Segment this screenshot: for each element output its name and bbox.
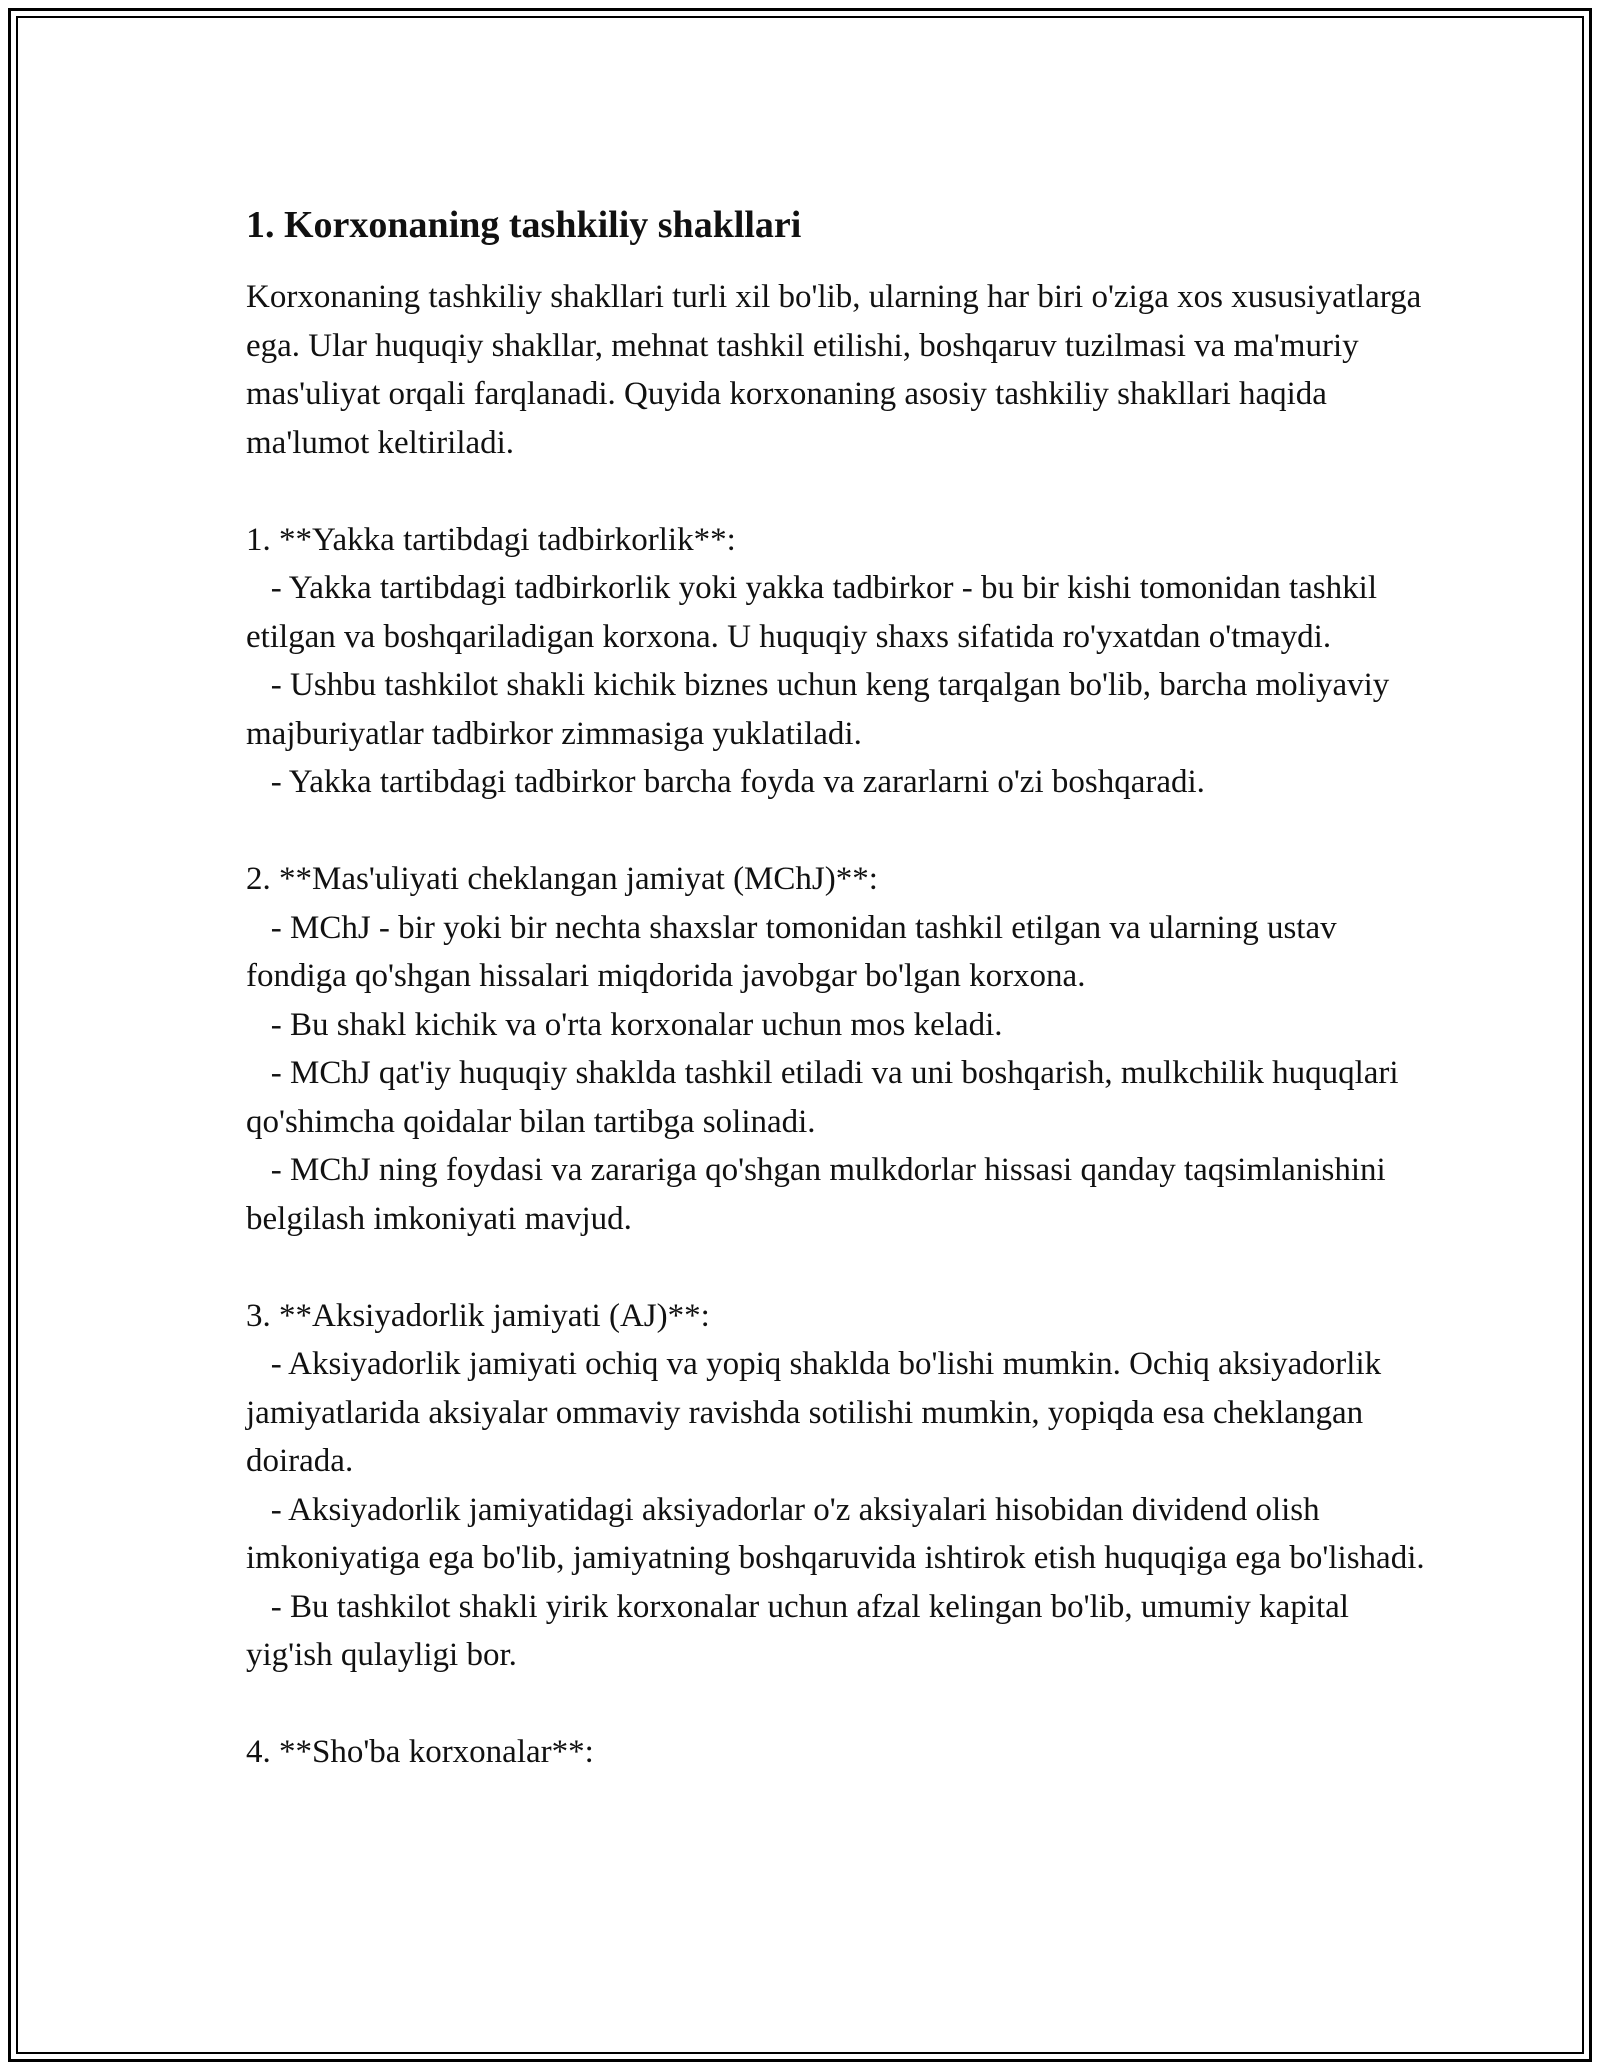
bullet-item: - MChJ qat'iy huquqiy shaklda tashkil etiladi va uni boshqarish, mulkchilik huquqlari qo'shimcha qoidalar bilan tartibga solinadi. — [246, 1055, 1407, 1140]
bullet-item: - Bu tashkilot shakli yirik korxonalar uchun afzal kelingan bo'lib, umumiy kapital yig'ish qulayligi bor. — [246, 1588, 1358, 1673]
bullet-item: - Ushbu tashkilot shakli kichik biznes uchun keng tarqalgan bo'lib, barcha moliyaviy majburiyatlar tadbirkor zimmasiga yuklatiladi. — [246, 667, 1398, 752]
page-frame — [8, 8, 1592, 2062]
blank-line — [246, 467, 1426, 516]
bullet-item: - Aksiyadorlik jamiyati ochiq va yopiq shaklda bo'lishi mumkin. Ochiq aksiyadorlik jamiyatlarida aksiyalar ommaviy ravishda sotilishi mumkin, yopiqda esa cheklangan doirada. — [246, 1346, 1390, 1479]
bullet-item: - Yakka tartibdagi tadbirkor barcha foyda va zararlarni o'zi boshqaradi. — [246, 764, 1205, 800]
blank-line — [246, 807, 1426, 856]
section-3 — [246, 1292, 1426, 1680]
bullet-item: - MChJ - bir yoki bir nechta shaxslar tomonidan tashkil etilgan va ularning ustav fondiga qo'shgan hissalari miqdorida javobgar bo'lgan korxona. — [246, 909, 1345, 994]
bullet-item: - Bu shakl kichik va o'rta korxonalar uchun mos keladi. — [246, 1006, 1003, 1043]
section-1 — [246, 516, 1426, 807]
bullet-item: - Yakka tartibdagi tadbirkorlik yoki yakka tadbirkor - bu bir kishi tomonidan tashkil etilgan va boshqariladigan korxona. U huquqiy shaxs sifatida ro'yxatdan o'tmaydi. — [246, 570, 1386, 655]
bullet-item: - MChJ ning foydasi va zarariga qo'shgan mulkdorlar hissasi qanday taqsimlanishini belgilash imkoniyati mavjud. — [246, 1152, 1394, 1237]
bullet-item: - Aksiyadorlik jamiyatidagi aksiyadorlar o'z aksiyalari hisobidan dividend olish imkoniyatiga ega bo'lib, jamiyatning boshqaruvida ishtirok etish huquqiga ega bo'lishadi. — [246, 1491, 1425, 1576]
section-heading: 2. **Mas'uliyati cheklangan jamiyat (MChJ)**: — [246, 861, 878, 897]
blank-line — [246, 1680, 1426, 1729]
document-title: 1. Korxonaning tashkiliy shakllari — [246, 204, 802, 246]
blank-line — [246, 1243, 1426, 1292]
section-heading: 1. **Yakka tartibdagi tadbirkorlik**: — [246, 521, 736, 558]
document-content — [246, 201, 1430, 1777]
section-heading: 4. **Sho'ba korxonalar**: — [246, 1734, 594, 1770]
section-4 — [246, 1728, 1426, 1777]
section-heading: 3. **Aksiyadorlik jamiyati (AJ)**: — [246, 1297, 710, 1334]
section-2 — [246, 855, 1426, 1243]
intro-paragraph: Korxonaning tashkiliy shakllari turli xil bo'lib, ularning har biri o'ziga xos xususiyatlarga ega. Ular huquqiy shakllar, mehnat tashkil etilishi, boshqaruv tuzilmasi va ma'muriy mas'uliyat orqali farqlanadi. Quyida korxonaning asosiy tashkiliy shakllari haqida ma'lumot keltiriladi. — [246, 279, 1430, 461]
